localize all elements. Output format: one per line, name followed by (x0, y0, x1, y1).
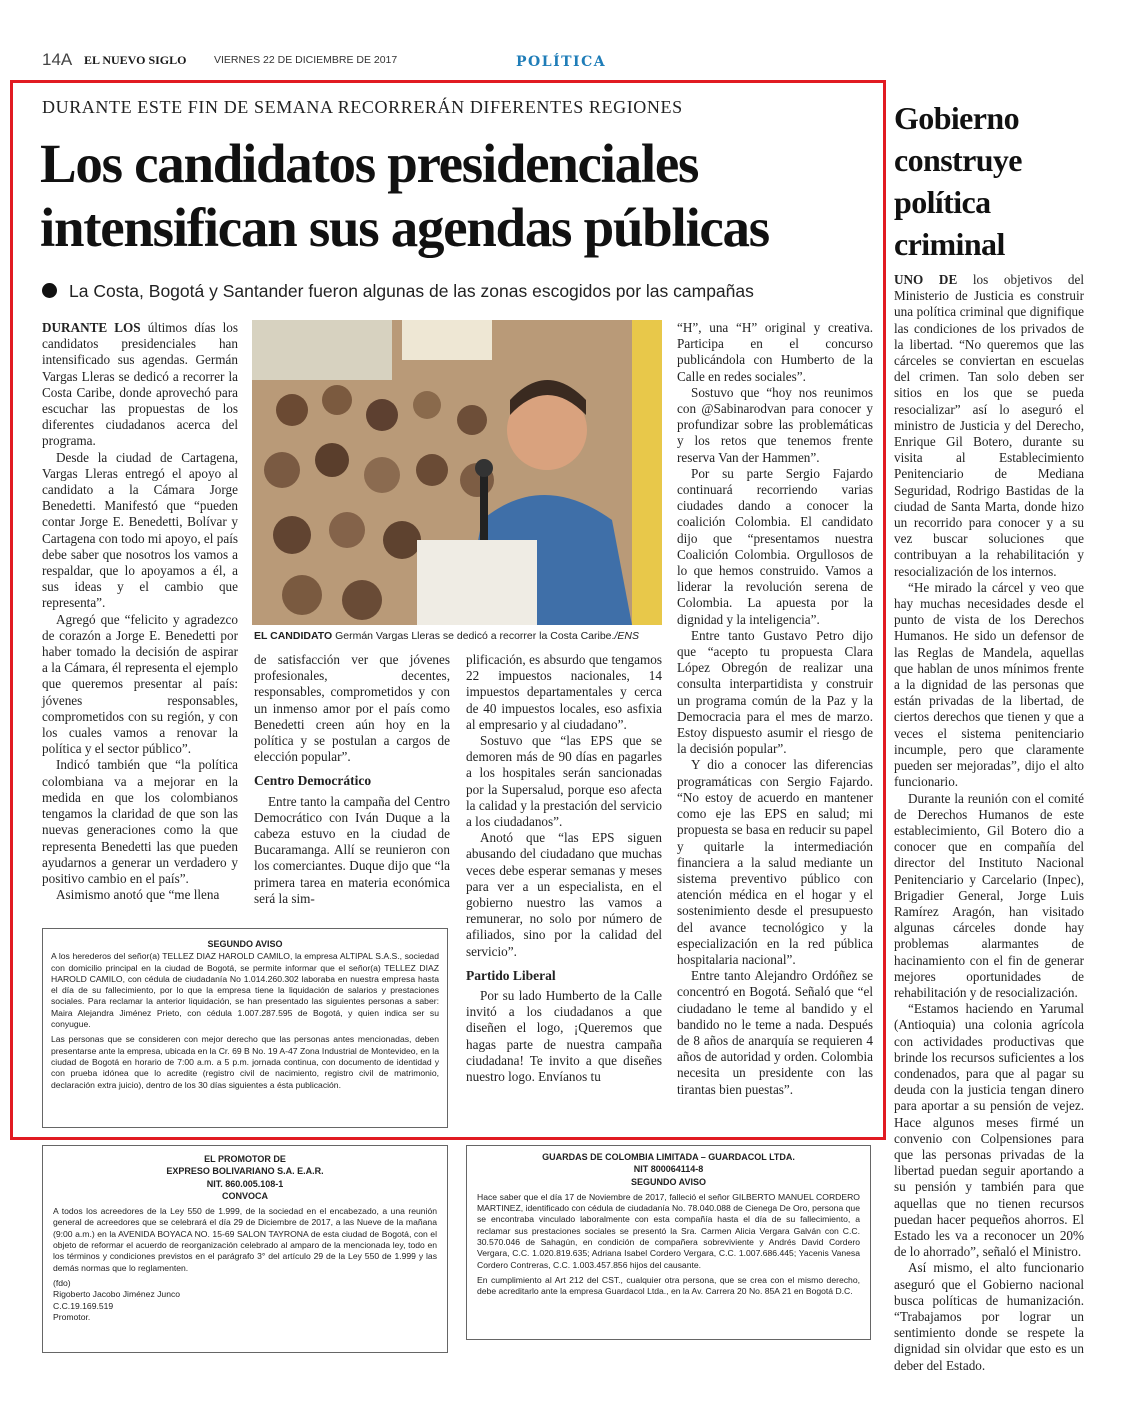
notice-paragraph: En cumplimiento al Art 212 del CST., cualquier otra persona, que se crea con el mismo derecho, debe acreditarlo ante la empresa Guardacol Ltda., en la Av. Carrera 20 No. 85A 21 en Bogotá D.C. (477, 1274, 860, 1297)
notice-paragraph: Hace saber que el día 17 de Noviembre de 2017, falleció el señor GILBERTO MANUEL CORDERO MARTINEZ, identificado con cédula de ciudadanía No. 78.040.088 de Cienega De Oro, persona que se encontraba vinculado laboralmente con esta compañía hasta el día de su fallecimiento, a reclamar sus prestaciones sociales se presentó la Sra. Carmen Alicia Vergara Galván con C.C. 30.570.046 de Sahagún, en condición de compañera sobreviviente y Andrés David Cordero Vergara, C.C. 1.020.819.635; Adriana Isabel Cordero Vergara, C.C. 1.007.686.445; Yacenis Vanesa Cordero Contreras, C.C. 1.003.457.856 hijos del causante. (477, 1191, 860, 1270)
paragraph: Por su parte Sergio Fajardo continuará recorriendo varias ciudades dando a conocer la coalición Colombia. El candidato dijo que “presentamos nuestra Coalición Colombia. Orgullosos de lo que hemos construido. Vamos a liderar la revolución serena de Colombia. La apuesta por la dignidad y la inteligencia”. (677, 465, 873, 627)
article-column-3 (466, 652, 662, 1120)
notice-title: SEGUNDO AVISO (207, 939, 283, 949)
subheading: Centro Democrático (254, 773, 372, 789)
legal-notice-guardacol (466, 1145, 871, 1340)
paragraph: de satisfacción ver que jóvenes profesionales, decentes, responsables, comprometidos y con un inmenso amor por el país como Benedetti creen aún hoy en la política y se postulan a cargos de elección popular”. (254, 652, 450, 765)
paragraph: Agregó que “felicito y agradezco de corazón a Jorge E. Benedetti por haber tomado la decisión de aspirar a la Cámara, él representa el ejemplo que queremos presentar al país: jóvenes responsables, comprometidos con su región, y con los cuales vamos a renovar la política y el sector público”. (42, 611, 238, 757)
side-article-headline: Gobierno construye política criminal (894, 100, 1022, 262)
signature-line: (fdo) (53, 1277, 71, 1288)
deck-text: La Costa, Bogotá y Santander fueron algunas de las zonas escogidos por las campañas (69, 281, 754, 301)
notice-title: SEGUNDO AVISO (630, 1176, 706, 1187)
notice-title: NIT. 860.005.108-1 (206, 1178, 284, 1189)
paragraph: Sostuvo que “hoy nos reunimos con @Sabinarodvan para conocer y profundizar sobre las problemáticas y los retos que tenemos frente reserva Van der Hammen”. (677, 384, 873, 465)
bullet-icon (42, 283, 57, 298)
photo-illustration (252, 320, 662, 625)
paragraph: Indicó también que “la política colombiana va a mejorar en la medida en que los colombianos tengamos la claridad de que son las nuevas generaciones como la que representa Benedetti las que pueden ayudarnos a generar un verdadero y positivo cambio en el país”. (42, 757, 238, 886)
paragraph: Entre tanto Gustavo Petro dijo que “acepto tu propuesta Clara López Obregón de realizar una consulta interpartidista y construir un programa común de la Paz y la Democracia para el mes de marzo. Estoy dispuesto asumir el riesgo de la decisión popular”. (677, 627, 873, 757)
section-title: POLÍTICA (516, 54, 607, 70)
article-deck (42, 281, 754, 302)
page-number: 14A (42, 50, 73, 69)
paragraph: Y dio a conocer las diferencias programáticas con Sergio Fajardo. “No estoy de acuerdo en mantener como eje las EPS en salud; mi propuesta se basa en reducir su papel y quitarle la intermediación financiera a la salud mediante un sistema preventivo público con atención médica en el hogar y el sostenimiento desde el presupuesto del avance tecnológico y la especialización en la red pública hospitalaria nacional”. (677, 757, 873, 967)
notice-title: GUARDAS DE COLOMBIA LIMITADA – GUARDACOL LTDA. (542, 1152, 795, 1162)
notice-title: CONVOCA (221, 1190, 268, 1201)
paragraph: Entre tanto la campaña del Centro Democrático con Iván Duque a la cabeza estuvo en la ciudad de Bucaramanga. Allí se reunieron con los comerciantes. Duque dijo que “la primera tarea en materia económica será la sim- (254, 793, 450, 906)
paragraph: Durante la reunión con el comité de Derechos Humanos de este establecimiento, Gil Botero dio a conocer que en compañía del director del Instituto Nacional Penitenciario y Carcelario (Inpec), Brigadier General, Jorge Luis Ramírez Aragón, han visitado algunas cárceles donde hay problemas alarmantes de hacinamiento con el fin de generar mejores oportunidades de rehabilitación y de resocialización. (894, 790, 1084, 1000)
paragraph: Asimismo anotó que “me llena (56, 887, 220, 903)
notice-title: EXPRESO BOLIVARIANO S.A. E.A.R. (166, 1166, 324, 1177)
paragraph: plificación, es absurdo que tengamos 22 impuestos nacionales, 14 impuestos departamentales y cerca de 40 impuestos locales, eso asfixia al empresario y al ciudadano”. (466, 652, 662, 732)
article-column-4 (677, 320, 873, 1120)
notice-title: NIT 800064114-8 (633, 1164, 704, 1175)
legal-notice-altipal (42, 928, 448, 1128)
paragraph: “H”, una “H” original y creativa. Participa en el concurso publicándola con Humberto de la Calle en redes sociales”. (677, 320, 873, 384)
article-headline (40, 132, 870, 260)
paragraph: UNO DE los objetivos del Ministerio de Justicia es construir una política criminal que dignifique las condiciones de los privados de la libertad. “No queremos que las cárceles se conviertan en escuelas del crimen. Tan solo deben ser sitios en los que se pueda resocializar” así lo aseguró el ministro de Justicia y del Derecho, Enrique Gil Botero, durante su visita al Establecimiento Penitenciario de Mediana Seguridad, Rodrigo Bastidas de la ciudad de Santa Marta, donde hizo un recorrido para conocer y a su vez buscar soluciones que contribuyan a la rehabilitación y resocialización de los internos. (894, 272, 1085, 579)
issue-date: VIERNES 22 DE DICIEMBRE DE 2017 (214, 54, 398, 66)
notice-paragraph: A todos los acreedores de la Ley 550 de 1.999, de la sociedad en el encabezado, a una reunión general de acreedores que se celebrará el día 29 de Diciembre de 2017, a las Nueve de la mañana (9:00 a.m.) en la AVENIDA BOYACA NO. 15-69 SALON TAYRONA de esta ciudad de Bogotá, con el objeto de reformar el acuerdo de reorganización celebrado al amparo de la mencionada ley, todo en los términos y condiciones previstos en el parágrafo 3° del artículo 29 de la Ley 550 de 1.999 y las demás normas que lo reglamenten. (53, 1206, 437, 1273)
headline-line-1: Los candidatos presidenciales (40, 133, 699, 194)
signature-line: Promotor. (53, 1311, 91, 1322)
lead-in: UNO DE (894, 272, 958, 287)
legal-notice-promotor (42, 1145, 448, 1353)
paragraph: Por su lado Humberto de la Calle invitó a los ciudadanos a que diseñen el logo, ¡Queremos que hagas parte de nuestra campaña ciudadana! Te invito a que diseñes nuestro logo. Envíanos tu (466, 988, 662, 1085)
paragraph: Así mismo, el alto funcionario aseguró que el Gobierno nacional busca políticas de humanización. “Trabajamos por lograr un sentimiento donde se respete la dignidad sin olvidar que esto es un deber del Estado. (894, 1260, 1084, 1373)
article-column-1 (42, 320, 238, 908)
caption-lead: EL CANDIDATO (254, 630, 333, 642)
newspaper-name: EL NUEVO SIGLO (84, 53, 187, 67)
paragraph: “He mirado la cárcel y veo que hay muchas necesidades desde el punto de vista de los Derechos Humanos. He sido un defensor de las Reglas de Mandela, aquellas que hablan de unos mínimos frente a la dignidad de las personas que están privadas de la libertad, de ciertos derechos que tienen y que a veces el sistema penitenciario incumple, pero que claramente pueden ser mejoradas”, dijo el alto funcionario. (894, 579, 1084, 790)
signature-line: Rigoberto Jacobo Jiménez Junco (53, 1289, 181, 1300)
notice-title: EL PROMOTOR DE (204, 1154, 286, 1164)
paragraph: Anotó que “las EPS siguen abusando del ciudadano que muchas veces debe esperar semanas y meses para ver a un especialista, en el gobierno nuestro las vamos a remunerar, no solo por número de afiliados, sino por la calidad del servicio”. (466, 830, 662, 959)
side-article-body (894, 272, 1085, 1373)
signature-line: C.C.19.169.519 (53, 1300, 114, 1311)
paragraph: Sostuvo que “las EPS que se demoren más de 90 días en pagarles a los hospitales serán sancionadas por la Supersalud, porque eso afecta la calidad y la prestación del servicio a los ciudadanos”. (466, 733, 662, 830)
article-column-2 (254, 652, 450, 908)
subheading: Partido Liberal (466, 967, 556, 983)
paragraph: Entre tanto Alejandro Ordóñez se concentró en Bogotá. Señaló que “el ciudadano le teme al bandido y el bandido no le teme a nada. Después de 8 años de anarquía se requieren 4 años de autoridad y orden. Colombia necesita un presidente con las tirantas bien puestas”. (677, 968, 873, 1097)
page-header (42, 50, 1082, 74)
photo-credit: /ENS (614, 630, 639, 642)
paragraph: Desde la ciudad de Cartagena, Vargas Lleras entregó el apoyo al candidato a la Cámara Jorge Benedetti. Manifestó que “pueden contar Jorge E. Benedetti, Bolívar y Cartagena con todo mi apoyo, el país debe saber que nosotros los vamos a respaldar, que lo apoyamos a él, a sus ideas y el cambio que representa”. (42, 449, 238, 611)
article-kicker: DURANTE ESTE FIN DE SEMANA RECORRERÁN DIFERENTES REGIONES (42, 97, 683, 117)
paragraph: DURANTE LOS últimos días los candidatos presidenciales han intensificado sus agendas. Germán Vargas Lleras se dedicó a recorrer la Costa Caribe, donde aprovechó para escuchar las propuestas de los diferentes ciudadanos acerca del programa. (42, 320, 238, 449)
photo-caption: EL CANDIDATO Germán Vargas Lleras se dedicó a recorrer la Costa Caribe./ENS (254, 630, 639, 642)
lead-in: DURANTE LOS (42, 320, 141, 335)
headline-line-2: intensifican sus agendas públicas (40, 197, 769, 258)
article-photo (252, 320, 662, 625)
notice-paragraph: A los herederos del señor(a) TELLEZ DIAZ HAROLD CAMILO, la empresa ALTIPAL S.A.S., sociedad con domicilio principal en la ciudad de Bogotá, se permite informar que el señor(a) TELLEZ DIAZ HAROLD CAMILO, con cédula de ciudadanía No 1.014.260.302 laboraba en nuestra empresa hasta el día de su fallecimiento, por lo que la empresa tiene la liquidación de salarios y prestaciones sociales. Para reclamar la anterior liquidación, se han presentado las siguientes personas a saber: Maira Alejandra Jiménez Prieto, con cédula 1.007.287.595 de Bogotá, y quien indica ser su conyugue. (51, 951, 439, 1030)
notice-paragraph: Las personas que se consideren con mejor derecho que las personas antes mencionadas, deben presentarse ante la empresa, ubicada en la Cr. 69 B No. 19 A-47 Zona Industrial de Montevideo, en la ciudad de Bogotá en horario de 7:00 a.m. a 5 p.m. jornada continua, con documento de identidad y con prueba idónea que lo acredite (registro civil de nacimiento, registro civil de matrimonio, declaración extra juicio), dentro de los 30 días siguientes a ésta publicación. (51, 1034, 439, 1090)
paragraph: “Estamos haciendo en Yarumal (Antioquia) una colonia agrícola con actividades productivas que brinde los recursos suficientes a los condenados, para que al pagar su deuda con la justicia tengan dinero para aportar a su pensión de vejez. Hace algunos meses firmé un convenio con Colpensiones para que las personas privadas de la libertad puedan seguir aportando a su pensión y también para que aquellas que no tienen recursos puedan hacer pequeños ahorros. El Estado les va a reconocer un 20% de lo ahorrado”, señaló el Ministro. (894, 1001, 1084, 1260)
